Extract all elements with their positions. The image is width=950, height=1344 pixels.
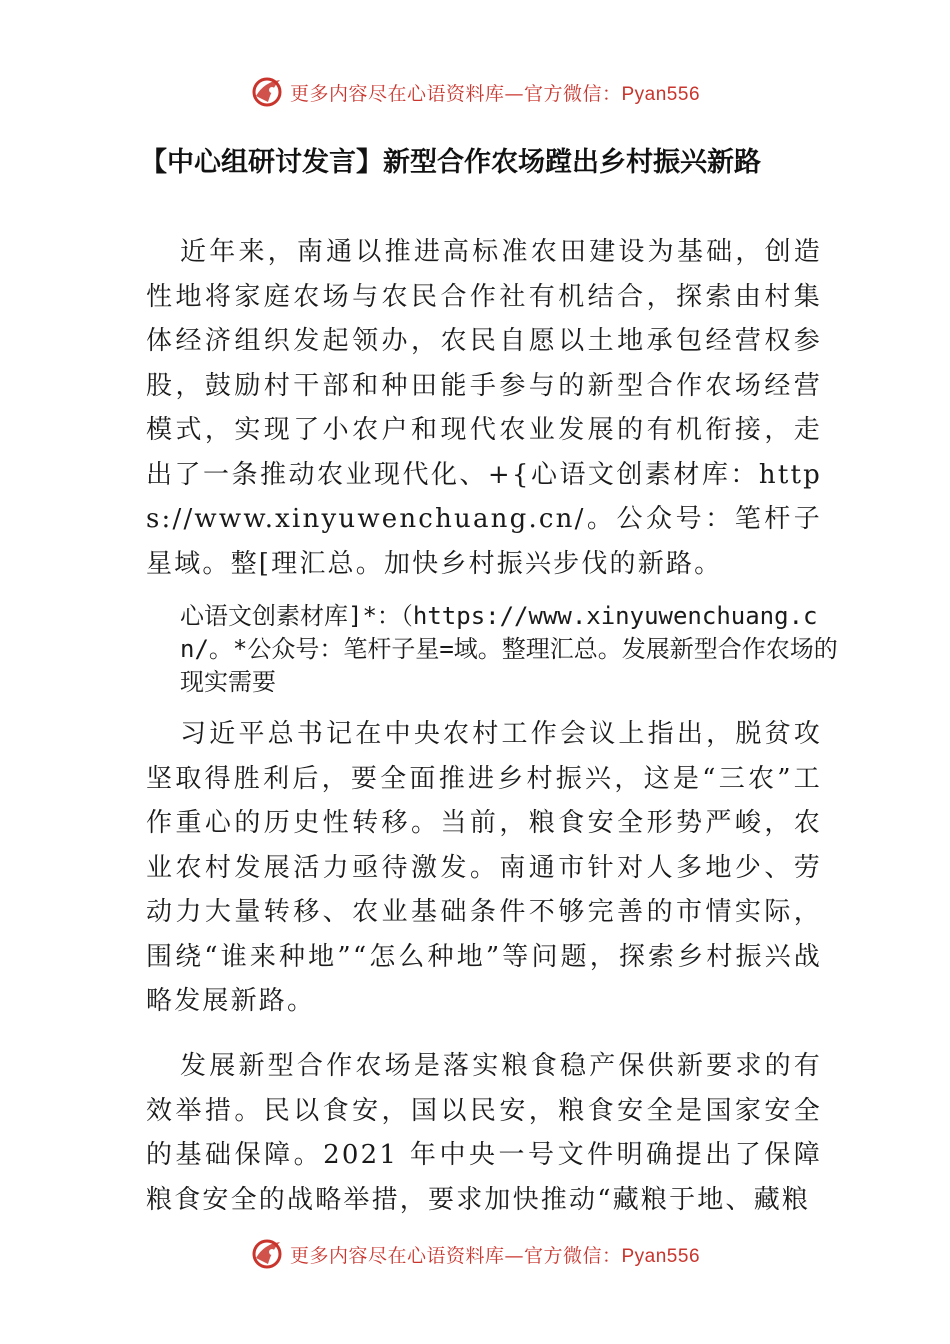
header-watermark-banner bbox=[0, 70, 950, 114]
source-note: 心语文创素材库]*：（https://www.xinyuwenchuang.cn/。*公众号：笔杆子星=域。整理汇总。发展新型合作农场的现实需要 bbox=[180, 602, 838, 696]
footer-watermark-banner bbox=[0, 1232, 950, 1276]
banner-text bbox=[290, 1241, 700, 1268]
banner-wechat-text: 官方微信：Pyan556 bbox=[524, 83, 701, 105]
banner-main-text: 更多内容尽在心语资料库 bbox=[289, 1244, 505, 1267]
banner-wechat-text: 官方微信：Pyan556 bbox=[524, 1245, 701, 1267]
paragraph-measures: 发展新型合作农场是落实粮食稳产保供新要求的有效举措。民以食安，国以民安，粮食安全是国家安全的基础保障。2021 年中央一号文件明确提出了保障粮食安全的战略举措，要求加快推动“藏粮于地、藏粮 bbox=[146, 1051, 822, 1215]
banner-separator: — bbox=[504, 82, 524, 105]
paragraph-intro: 近年来，南通以推进高标准农田建设为基础，创造性地将家庭农场与农民合作社有机结合，探索由村集体经济组织发起领办，农民自愿以土地承包经营权参股，鼓励村干部和种田能手参与的新型合作农场经营模式，实现了小农户和现代农业发展的有机衔接，走出了一条推动农业现代化、+{心语文创素材库：https://www.xinyuwenchuang.cn/。公众号：笔杆子星域。整[理汇总。加快乡村振兴步伐的新路。 bbox=[146, 237, 822, 579]
xinyu-logo-icon bbox=[250, 1236, 286, 1272]
banner-text bbox=[290, 79, 700, 106]
document-title: 【中心组研讨发言】新型合作农场蹚出乡村振兴新路 bbox=[140, 147, 761, 178]
xinyu-logo-icon bbox=[250, 74, 286, 110]
banner-separator: — bbox=[504, 1244, 524, 1267]
banner-main-text: 更多内容尽在心语资料库 bbox=[289, 82, 505, 105]
paragraph-background: 习近平总书记在中央农村工作会议上指出，脱贫攻坚取得胜利后，要全面推进乡村振兴，这是“三农”工作重心的历史性转移。当前，粮食安全形势严峻，农业农村发展活力亟待激发。南通市针对人多地少、劳动力大量转移、农业基础条件不够完善的市情实际，围绕“谁来种地”“怎么种地”等问题，探索乡村振兴战略发展新路。 bbox=[146, 719, 822, 1016]
